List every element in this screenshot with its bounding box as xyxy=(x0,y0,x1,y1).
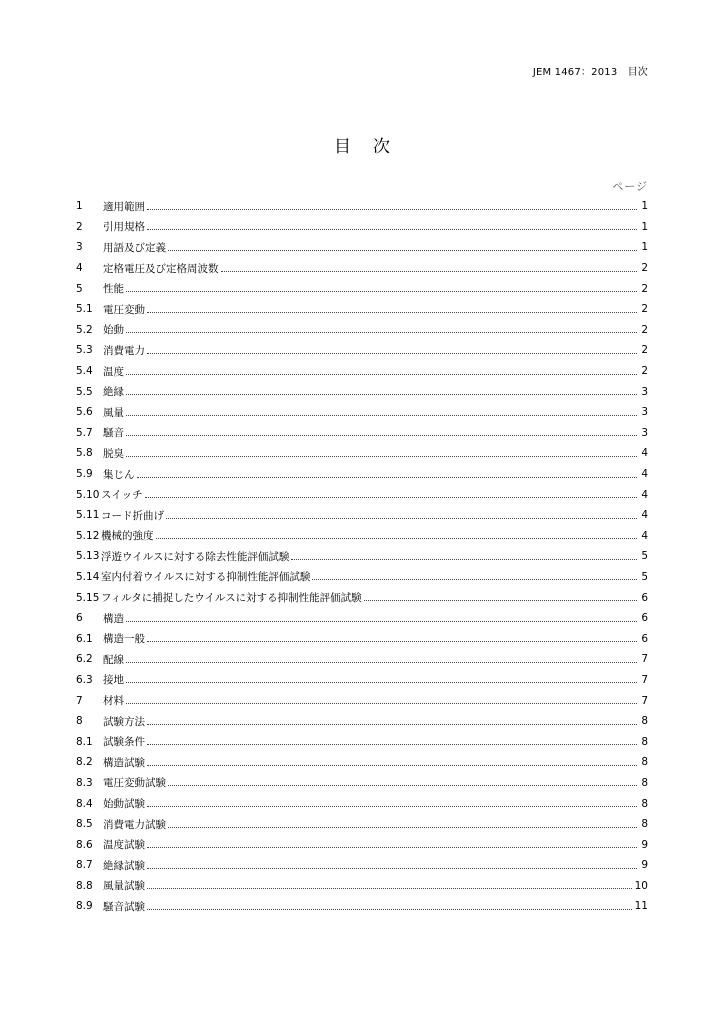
toc-entry-number: 5.8 xyxy=(76,447,93,460)
dot-leader xyxy=(126,332,637,333)
toc-entry[interactable] xyxy=(76,649,648,670)
toc-entry[interactable] xyxy=(76,814,648,835)
dot-leader xyxy=(168,250,637,251)
toc-entry-page: 2 xyxy=(641,344,648,357)
toc-entry[interactable] xyxy=(76,773,648,794)
toc-entry[interactable] xyxy=(76,690,648,711)
toc-entry[interactable] xyxy=(76,484,648,505)
toc-entry-page: 2 xyxy=(641,303,648,316)
toc-entry-title: スイッチ xyxy=(101,489,143,502)
toc-entry-number: 5.10 xyxy=(76,488,100,501)
toc-entry-number: 1 xyxy=(76,200,83,213)
toc-entry-title: 始動 xyxy=(103,324,124,337)
toc-entry[interactable] xyxy=(76,299,648,320)
dot-leader xyxy=(145,497,637,498)
toc-entry[interactable] xyxy=(76,340,648,361)
toc-entry-page: 3 xyxy=(641,385,648,398)
toc-entry[interactable] xyxy=(76,855,648,876)
toc-entry-number: 5.2 xyxy=(76,323,93,336)
toc-entry-page: 4 xyxy=(641,447,648,460)
toc-entry-title: 配線 xyxy=(103,653,124,666)
toc-entry-number: 6.2 xyxy=(76,653,93,666)
toc-entry-number: 5.13 xyxy=(76,550,100,563)
dot-leader xyxy=(126,456,637,457)
dot-leader xyxy=(147,312,637,313)
dot-leader xyxy=(168,827,637,828)
dot-leader xyxy=(168,785,637,786)
toc-entry-number: 2 xyxy=(76,220,83,233)
toc-entry-title: コード折曲げ xyxy=(101,509,164,522)
toc-entry[interactable] xyxy=(76,793,648,814)
toc-entry-number: 6 xyxy=(76,612,83,625)
dot-leader xyxy=(156,538,638,539)
dot-leader xyxy=(291,559,637,560)
toc-entry-number: 5.12 xyxy=(76,529,100,542)
toc-entry-page: 8 xyxy=(641,776,648,789)
toc-entry-page: 8 xyxy=(641,735,648,748)
toc-entry-title: 用語及び定義 xyxy=(103,241,166,254)
toc-entry-title: 性能 xyxy=(103,283,124,296)
toc-entry-page: 10 xyxy=(634,879,648,892)
toc-entry-page: 6 xyxy=(641,591,648,604)
toc-entry-title: 引用規格 xyxy=(103,221,145,234)
dot-leader xyxy=(147,909,632,910)
toc-entry-page: 2 xyxy=(641,282,648,295)
toc-entry-page: 8 xyxy=(641,715,648,728)
toc-entry-title: 構造試験 xyxy=(103,756,145,769)
toc-entry[interactable] xyxy=(76,196,648,217)
dot-leader xyxy=(126,374,637,375)
toc-entry-number: 5.15 xyxy=(76,591,100,604)
toc-entry-page: 5 xyxy=(641,550,648,563)
toc-entry-number: 8.7 xyxy=(76,859,93,872)
toc-entry[interactable] xyxy=(76,361,648,382)
toc-entry-page: 7 xyxy=(641,694,648,707)
toc-entry[interactable] xyxy=(76,237,648,258)
toc-entry-page: 3 xyxy=(641,426,648,439)
toc-entry-number: 8.5 xyxy=(76,818,93,831)
toc-entry-title: 接地 xyxy=(103,674,124,687)
toc-entry-number: 5.4 xyxy=(76,365,93,378)
toc-entry[interactable] xyxy=(76,567,648,588)
toc-entry-title: 温度試験 xyxy=(103,839,145,852)
toc-entry-title: 絶縁 xyxy=(103,386,124,399)
dot-leader xyxy=(137,477,638,478)
toc-entry-number: 8.4 xyxy=(76,797,93,810)
toc-entry-number: 5.11 xyxy=(76,509,100,522)
toc-entry-page: 7 xyxy=(641,653,648,666)
toc-entry[interactable] xyxy=(76,731,648,752)
dot-leader xyxy=(126,703,637,704)
toc-entry-page: 4 xyxy=(641,529,648,542)
toc-entry-number: 8.1 xyxy=(76,735,93,748)
dot-leader xyxy=(147,229,637,230)
toc-entry-title: 構造一般 xyxy=(103,633,145,646)
toc-entry-title: 浮遊ウイルスに対する除去性能評価試験 xyxy=(101,550,290,563)
toc-entry-number: 5.5 xyxy=(76,385,93,398)
toc-entry-title: 定格電圧及び定格周波数 xyxy=(103,262,219,275)
toc-entry-number: 7 xyxy=(76,694,83,707)
toc-entry-title: 試験方法 xyxy=(103,715,145,728)
toc-entry-title: 脱臭 xyxy=(103,447,124,460)
toc-entry-title: 適用範囲 xyxy=(103,200,145,213)
toc-entry-number: 5.9 xyxy=(76,468,93,481)
toc-entry[interactable] xyxy=(76,834,648,855)
toc-entry[interactable] xyxy=(76,711,648,732)
toc-entry-number: 8.9 xyxy=(76,900,93,913)
dot-leader xyxy=(147,744,637,745)
dot-leader xyxy=(147,641,637,642)
toc-entry-page: 3 xyxy=(641,406,648,419)
toc-entry-page: 1 xyxy=(641,200,648,213)
dot-leader xyxy=(126,291,637,292)
dot-leader xyxy=(126,621,637,622)
toc-entry-title: 材料 xyxy=(103,695,124,708)
toc-entry-title: 集じん xyxy=(103,468,135,481)
toc-entry-number: 5.14 xyxy=(76,570,100,583)
dot-leader xyxy=(147,765,637,766)
dot-leader xyxy=(147,888,632,889)
dot-leader xyxy=(126,394,637,395)
dot-leader xyxy=(126,415,637,416)
dot-leader xyxy=(126,435,637,436)
toc-entry-title: 電圧変動試験 xyxy=(103,777,166,790)
toc-entry-page: 6 xyxy=(641,632,648,645)
toc-entry[interactable] xyxy=(76,587,648,608)
toc-entry-page: 5 xyxy=(641,570,648,583)
toc-entry[interactable] xyxy=(76,608,648,629)
toc-entry-page: 9 xyxy=(641,838,648,851)
toc-entry-page: 8 xyxy=(641,756,648,769)
toc-entry-number: 8.3 xyxy=(76,776,93,789)
toc-entry-number: 8.2 xyxy=(76,756,93,769)
dot-leader xyxy=(312,579,637,580)
toc-entry[interactable] xyxy=(76,546,648,567)
dot-leader xyxy=(147,868,637,869)
toc-entry[interactable] xyxy=(76,320,648,341)
toc-entry-number: 6.1 xyxy=(76,632,93,645)
dot-leader xyxy=(147,847,637,848)
toc-entry[interactable] xyxy=(76,423,648,444)
toc-entry-number: 3 xyxy=(76,241,83,254)
page-title: 目次 xyxy=(334,137,412,157)
dot-leader xyxy=(166,518,637,519)
toc-entry[interactable] xyxy=(76,876,648,897)
toc-entry[interactable] xyxy=(76,402,648,423)
toc-entry[interactable] xyxy=(76,464,648,485)
document-header: JEM 1467：2013 目次 xyxy=(532,67,648,78)
toc-entry-title: 騒音 xyxy=(103,427,124,440)
toc-entry-page: 7 xyxy=(641,673,648,686)
toc-entry-page: 8 xyxy=(641,797,648,810)
toc-entry-title: 消費電力 xyxy=(103,344,145,357)
toc-entry-title: 始動試験 xyxy=(103,798,145,811)
dot-leader xyxy=(126,682,637,683)
toc-entry-number: 5 xyxy=(76,282,83,295)
toc-entry-title: 電圧変動 xyxy=(103,303,145,316)
toc-entry-page: 4 xyxy=(641,468,648,481)
toc-entry-number: 8.6 xyxy=(76,838,93,851)
toc-entry-number: 5.1 xyxy=(76,303,93,316)
toc-entry-page: 6 xyxy=(641,612,648,625)
toc-entry-title: 温度 xyxy=(103,365,124,378)
dot-leader xyxy=(147,353,637,354)
toc-entry-title: 構造 xyxy=(103,612,124,625)
toc-entry[interactable] xyxy=(76,505,648,526)
toc-entry[interactable] xyxy=(76,443,648,464)
table-of-contents xyxy=(76,196,648,917)
toc-entry[interactable] xyxy=(76,381,648,402)
toc-entry[interactable] xyxy=(76,278,648,299)
toc-entry-page: 2 xyxy=(641,365,648,378)
toc-entry-page: 1 xyxy=(641,241,648,254)
toc-entry-page: 9 xyxy=(641,859,648,872)
toc-entry-number: 8 xyxy=(76,715,83,728)
toc-entry[interactable] xyxy=(76,217,648,238)
toc-entry-title: 騒音試験 xyxy=(103,900,145,913)
toc-entry[interactable] xyxy=(76,258,648,279)
toc-entry-number: 6.3 xyxy=(76,673,93,686)
toc-entry-title: フィルタに捕捉したウイルスに対する抑制性能評価試験 xyxy=(101,592,362,605)
dot-leader xyxy=(364,600,637,601)
toc-entry-page: 1 xyxy=(641,220,648,233)
toc-entry-page: 2 xyxy=(641,262,648,275)
toc-entry-title: 風量 xyxy=(103,406,124,419)
toc-entry-title: 消費電力試験 xyxy=(103,818,166,831)
toc-entry-title: 試験条件 xyxy=(103,736,145,749)
toc-entry[interactable] xyxy=(76,896,648,917)
dot-leader xyxy=(221,271,638,272)
toc-entry-number: 5.3 xyxy=(76,344,93,357)
toc-entry-page: 8 xyxy=(641,818,648,831)
dot-leader xyxy=(126,662,637,663)
toc-entry[interactable] xyxy=(76,526,648,547)
toc-entry-title: 機械的強度 xyxy=(101,530,154,543)
toc-entry-page: 11 xyxy=(634,900,648,913)
toc-entry[interactable] xyxy=(76,752,648,773)
dot-leader xyxy=(147,806,637,807)
toc-entry-page: 2 xyxy=(641,323,648,336)
toc-entry[interactable] xyxy=(76,670,648,691)
toc-entry-number: 5.7 xyxy=(76,426,93,439)
dot-leader xyxy=(147,209,637,210)
page-column-label: ページ xyxy=(612,180,648,193)
toc-entry-page: 4 xyxy=(641,488,648,501)
toc-entry-page: 4 xyxy=(641,509,648,522)
toc-entry-title: 風量試験 xyxy=(103,880,145,893)
toc-entry-number: 5.6 xyxy=(76,406,93,419)
toc-entry-number: 4 xyxy=(76,262,83,275)
toc-entry[interactable] xyxy=(76,628,648,649)
dot-leader xyxy=(147,724,637,725)
toc-entry-title: 室内付着ウイルスに対する抑制性能評価試験 xyxy=(101,571,311,584)
toc-entry-title: 絶縁試験 xyxy=(103,859,145,872)
toc-entry-number: 8.8 xyxy=(76,879,93,892)
